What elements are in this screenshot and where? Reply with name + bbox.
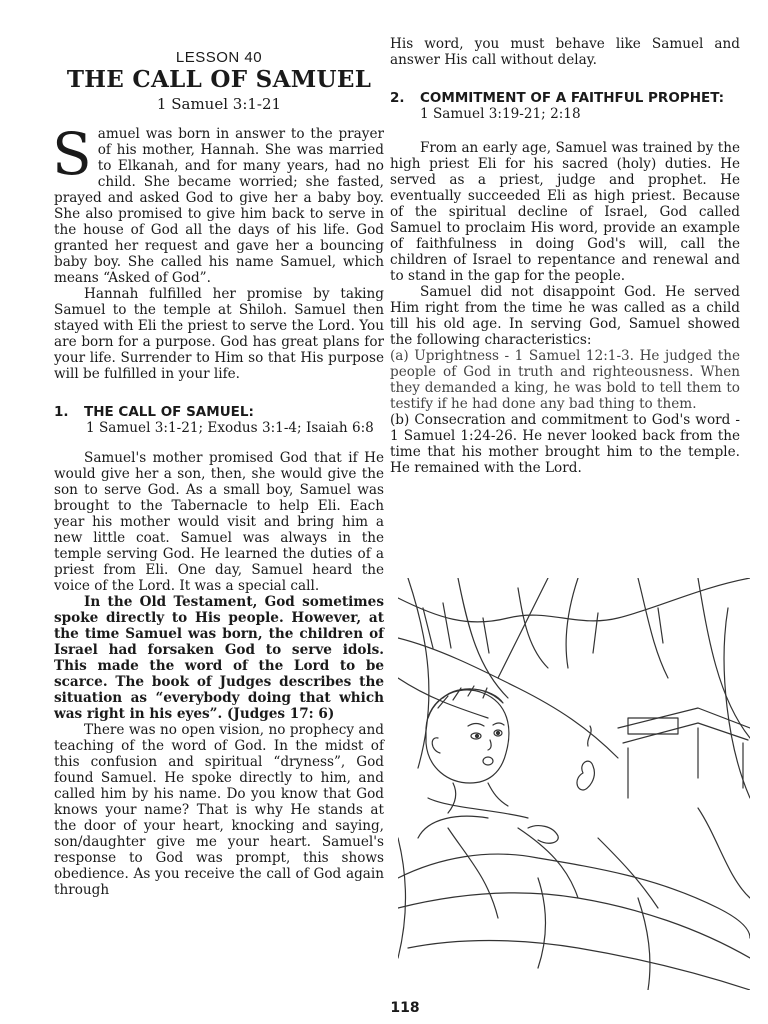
section-1-paragraph-1: Samuel's mother promised God that if He would give her a son, then, she would give the son to serve God. As a small boy, Samuel was brought to the Tabernacle to help Eli. Each year his mother would visit and bring him a new little coat. Samuel was always in the temple serving God. He learned the duties of a priest from Eli. One day, Samuel heard the voice of the Lord. It was a special call. <box>54 450 384 594</box>
left-column <box>54 50 384 898</box>
section-2-heading <box>390 90 740 106</box>
section-1-paragraph-3: There was no open vision, no prophecy and teaching of the word of God. In the midst of this confusion and spiritual “dryness”, God found Samuel. He spoke directly to him, and called him by his name. Do you know that God knows your name? That is why He stands at the door of your heart, knocking and saying, son/daughter give me your heart. Samuel's response to God was prompt, this shows obedience. As you receive the call of God again through <box>54 722 384 898</box>
section-1-paragraph-2: In the Old Testament, God sometimes spoke directly to His people. However, at the time Samuel was born, the children of Israel had forsaken God to serve idols. This made the word of the Lord to be scarce. The book of Judges describes the situation as “everybody doing that which was right in his eyes”. (Judges 17: 6) <box>54 594 384 722</box>
section-2-item-b: (b) Consecration and commitment to God's word - 1 Samuel 1:24-26. He never looked back from the time that his mother brought him to the temple. He remained with the Lord. <box>390 412 740 476</box>
lesson-label: LESSON 40 <box>175 49 263 66</box>
section-1-continuation: His word, you must behave like Samuel and answer His call without delay. <box>390 36 740 68</box>
intro-paragraph-1-text: amuel was born in answer to the prayer of his mother, Hannah. She was married to Elkanah, and for many years, had no child. She became worried; she fasted, prayed and asked God to give her a baby boy. She also promised to give him back to serve in the house of God all the days of his life. God granted her request and gave her a bouncing baby boy. She called his name Samuel, which means “Asked of God”. <box>54 126 384 286</box>
section-2-title: COMMITMENT OF A FAITHFUL PROPHET: <box>420 90 725 106</box>
section-1-number: 1. <box>54 404 69 420</box>
section-1-title: THE CALL OF SAMUEL: <box>84 404 254 420</box>
intro-paragraph-1 <box>52 120 384 286</box>
right-column <box>390 36 740 476</box>
section-1-heading <box>54 404 384 420</box>
intro-paragraph-2: Hannah fulfilled her promise by taking Samuel to the temple at Shiloh. Samuel then stayed with Eli the priest to serve the Lord. You are born for a purpose. God has great plans for your life. Surrender to Him so that His purpose will be fulfilled in your life. <box>54 286 384 382</box>
section-2-item-a: (a) Uprightness - 1 Samuel 12:1-3. He judged the people of God in truth and righteousness. When they demanded a king, he was bold to tell them to testify if he had done any bad thing to them. <box>390 348 740 412</box>
section-2-paragraph-1: From an early age, Samuel was trained by the high priest Eli for his sacred (holy) duties. He served as a priest, judge and prophet. He eventually succeeded Eli as high priest. Because of the spiritual decline of Israel, God called Samuel to proclaim His word, provide an example of faithfulness in doing God's will, call the children of Israel to repentance and renewal and to stand in the gap for the people. <box>390 140 740 284</box>
section-2-number: 2. <box>390 90 405 106</box>
section-2-reference: 1 Samuel 3:19-21; 2:18 <box>420 106 581 122</box>
section-2-paragraph-2: Samuel did not disappoint God. He served Him right from the time he was called as a child till his old age. In serving God, Samuel showed the following characteristics: <box>390 284 740 348</box>
boy-samuel-lying-in-bed-illustration <box>398 578 750 990</box>
page-title: THE CALL OF SAMUEL <box>66 66 372 93</box>
lesson-reference: 1 Samuel 3:1-21 <box>156 95 282 113</box>
page-number: 118 <box>390 1000 420 1016</box>
drop-cap-letter: S <box>52 120 92 188</box>
section-1-reference: 1 Samuel 3:1-21; Exodus 3:1-4; Isaiah 6:8 <box>86 420 374 436</box>
